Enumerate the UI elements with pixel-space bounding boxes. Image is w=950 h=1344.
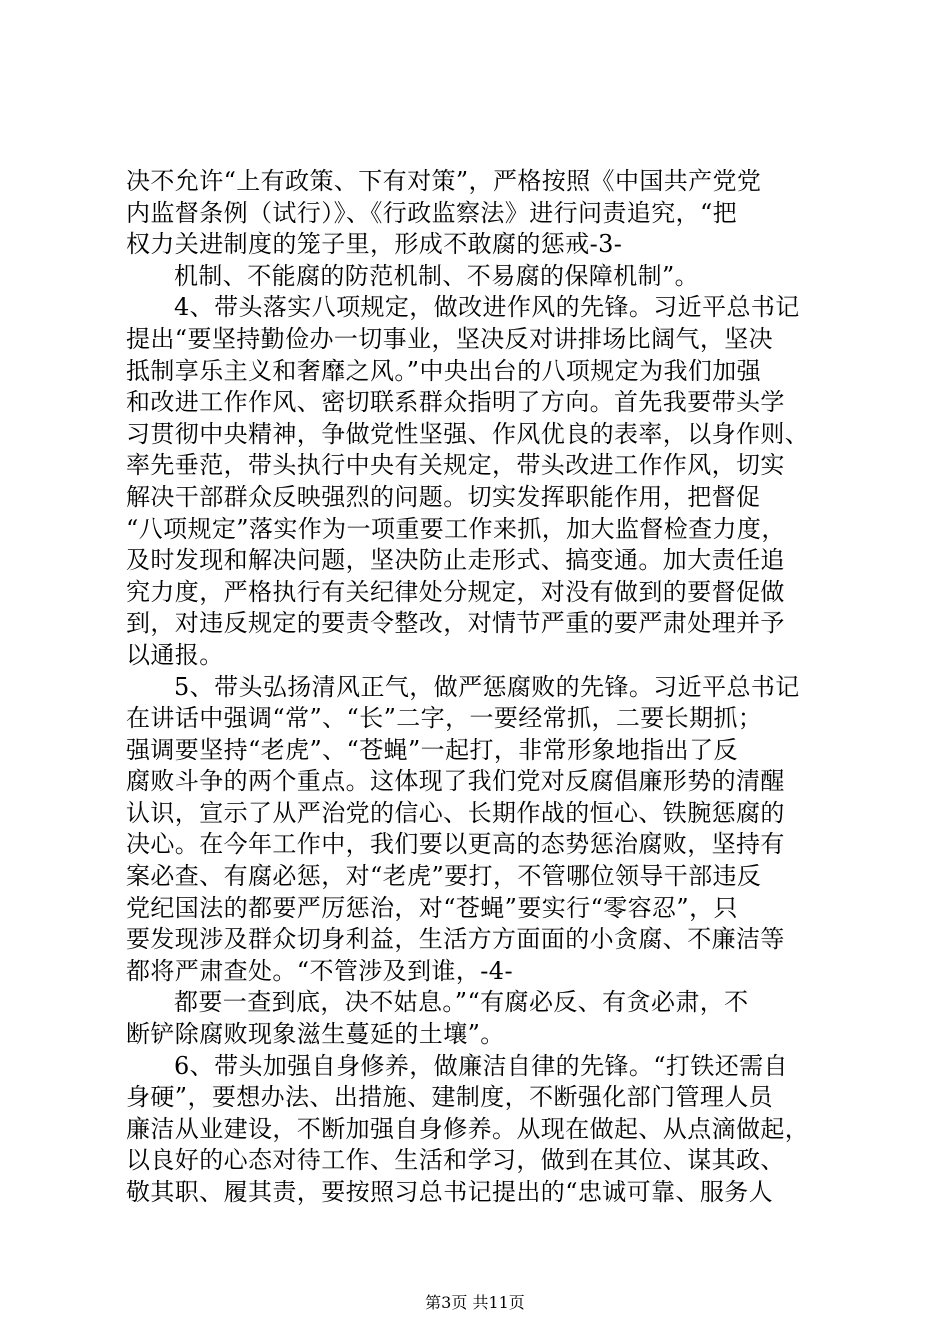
text-line: 提出“要坚持勤俭办一切事业，坚决反对讲排场比阔气，坚决 <box>126 324 774 353</box>
text-line: 在讲话中强调“常”、“长”二字，一要经常抓，二要长期抓； <box>126 704 763 733</box>
text-line: 权力关进制度的笼子里，形成不敢腐的惩戒-3- <box>126 230 623 259</box>
text-line: 以良好的心态对待工作、生活和学习，做到在其位、谋其政、 <box>126 1146 785 1175</box>
text-line: 党纪国法的都要严厉惩治，对“苍蝇”要实行“零容忍”，只 <box>126 893 738 922</box>
text-line: 断铲除腐败现象滋生蔓延的土壤”。 <box>126 1020 505 1049</box>
text-line: 率先垂范，带头执行中央有关规定，带头改进工作作风，切实 <box>126 451 785 480</box>
text-line: 以通报。 <box>126 640 224 669</box>
body-text <box>126 166 831 1209</box>
text-line: 抵制享乐主义和奢靡之风。”中央出台的八项规定为我们加强 <box>126 356 762 385</box>
text-line: 6、带头加强自身修养，做廉洁自律的先锋。“打铁还需自 <box>174 1051 788 1080</box>
text-line: 机制、不能腐的防范机制、不易腐的保障机制”。 <box>174 261 700 290</box>
text-line: 身硬”，要想办法、出措施、建制度，不断强化部门管理人员 <box>126 1083 774 1112</box>
text-line: 到，对违反规定的要责令整改，对情节严重的要严肃处理并予 <box>126 609 785 638</box>
text-line: 廉洁从业建设，不断加强自身修养。从现在做起、从点滴做起， <box>126 1114 810 1143</box>
text-line: 腐败斗争的两个重点。这体现了我们党对反腐倡廉形势的清醒 <box>126 767 785 796</box>
text-line: 和改进工作作风、密切联系群众指明了方向。首先我要带头学 <box>126 388 785 417</box>
text-line: 敬其职、履其责，要按照习总书记提出的“忠诚可靠、服务人 <box>126 1178 774 1206</box>
text-line: 认识，宣示了从严治党的信心、长期作战的恒心、铁腕惩腐的 <box>126 798 785 827</box>
text-line: 解决干部群众反映强烈的问题。切实发挥职能作用，把督促 <box>126 482 761 511</box>
page-footer: 第3页 共11页 <box>425 1293 525 1312</box>
text-line: 及时发现和解决问题，坚决防止走形式、搞变通。加大责任追 <box>126 546 785 575</box>
text-line: 都将严肃查处。“不管涉及到谁，-4- <box>126 956 513 985</box>
text-line: 5、带头弘扬清风正气，做严惩腐败的先锋。习近平总书记 <box>174 672 800 701</box>
text-line: 决心。在今年工作中，我们要以更高的态势惩治腐败，坚持有 <box>126 830 785 859</box>
text-line: 强调要坚持“老虎”、“苍蝇”一起打，非常形象地指出了反 <box>126 735 738 764</box>
text-line: 究力度，严格执行有关纪律处分规定，对没有做到的要督促做 <box>126 577 785 606</box>
text-line: 案必查、有腐必惩，对“老虎”要打，不管哪位领导干部违反 <box>126 862 762 891</box>
text-line: 习贯彻中央精神，争做党性坚强、作风优良的表率，以身作则、 <box>126 419 810 448</box>
text-line: “八项规定”落实作为一项重要工作来抓，加大监督检查力度， <box>126 514 786 543</box>
text-line: 决不允许“上有政策、下有对策”，严格按照《中国共产党党 <box>126 167 762 195</box>
text-line: 要发现涉及群众切身利益，生活方方面面的小贪腐、不廉洁等 <box>126 925 785 954</box>
text-line: 内监督条例（试行）》、《行政监察法》进行问责追究，“把 <box>126 198 738 227</box>
text-line: 都要一查到底，决不姑息。”“有腐必反、有贪必肃，不 <box>174 988 749 1017</box>
text-line: 4、带头落实八项规定，做改进作风的先锋。习近平总书记 <box>174 293 800 322</box>
